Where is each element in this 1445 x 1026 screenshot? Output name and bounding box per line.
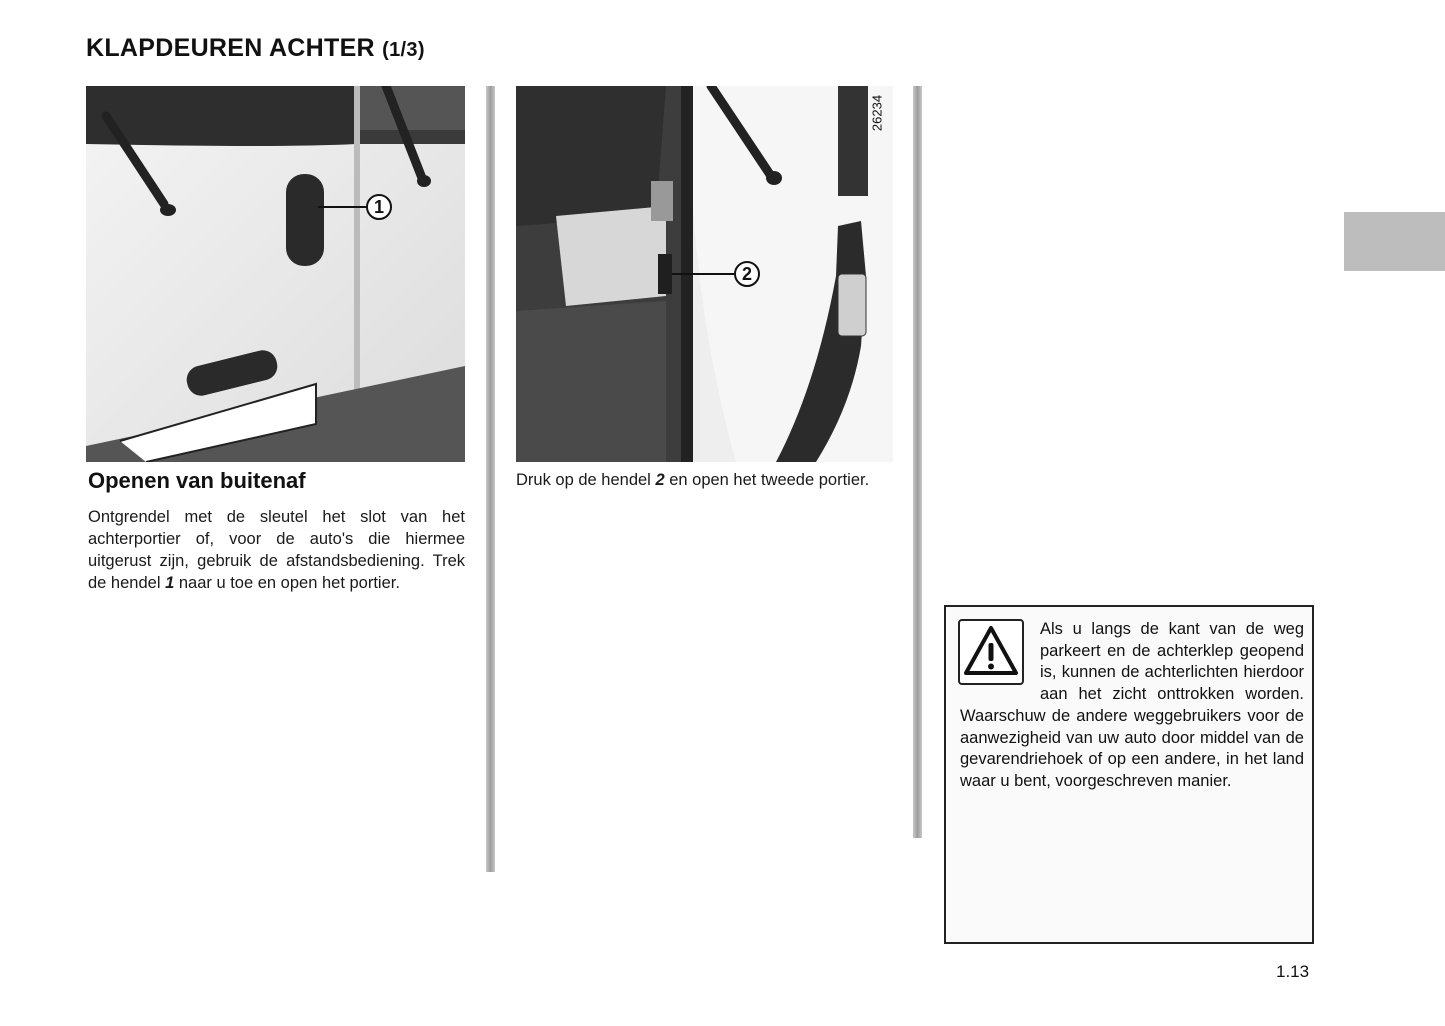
section-left-body <box>88 506 465 594</box>
chapter-tab <box>1344 212 1445 271</box>
body-text-part: en open het tweede portier. <box>664 471 870 489</box>
page-part-marker: (1/3) <box>382 39 425 61</box>
body-text-part: naar u toe en open het portier. <box>174 574 400 592</box>
callout-1-leader <box>318 206 366 208</box>
callout-2: 2 <box>734 261 760 287</box>
rear-door-illustration <box>86 86 465 462</box>
figure-reference-code-text: 26234 <box>869 94 885 132</box>
warning-text: Als u langs de kant van de weg parkeert en de achterklep geopend is, kunnen de achterlichten hierdoor aan het zicht onttrokken worden. Waarschuw de andere weggebruikers voor de aanwezigheid van uw auto door middel van de gevarendriehoek of op een andere, in het land waar u bent, voorgeschreven manier. <box>960 620 1304 790</box>
page-number: 1.13 <box>1276 962 1310 981</box>
page-title <box>86 34 425 63</box>
column-divider-right <box>913 86 922 838</box>
body-text-part: Druk op de hendel <box>516 471 656 489</box>
section-heading: Openen van buitenaf <box>88 468 306 493</box>
body-text-part: Ontgrendel met de sleutel het slot van het achterportier of, voor de auto's die hiermee uitgerust zijn, gebruik de afstandsbediening. Trek de hendel <box>88 508 465 592</box>
page-title-text: KLAPDEUREN ACHTER <box>86 34 375 62</box>
callout-2-leader <box>672 273 734 275</box>
column-divider-left <box>486 86 495 872</box>
reference-number: 2 <box>655 471 665 489</box>
warning-box <box>944 605 1314 944</box>
photo-rear-door-handle <box>86 86 465 462</box>
section-middle-body <box>516 469 893 491</box>
warning-text-block <box>960 619 1304 793</box>
figure-reference-code <box>862 88 892 138</box>
reference-number: 1 <box>165 574 175 592</box>
callout-1: 1 <box>366 194 392 220</box>
warning-icon-spacer <box>960 619 1040 695</box>
